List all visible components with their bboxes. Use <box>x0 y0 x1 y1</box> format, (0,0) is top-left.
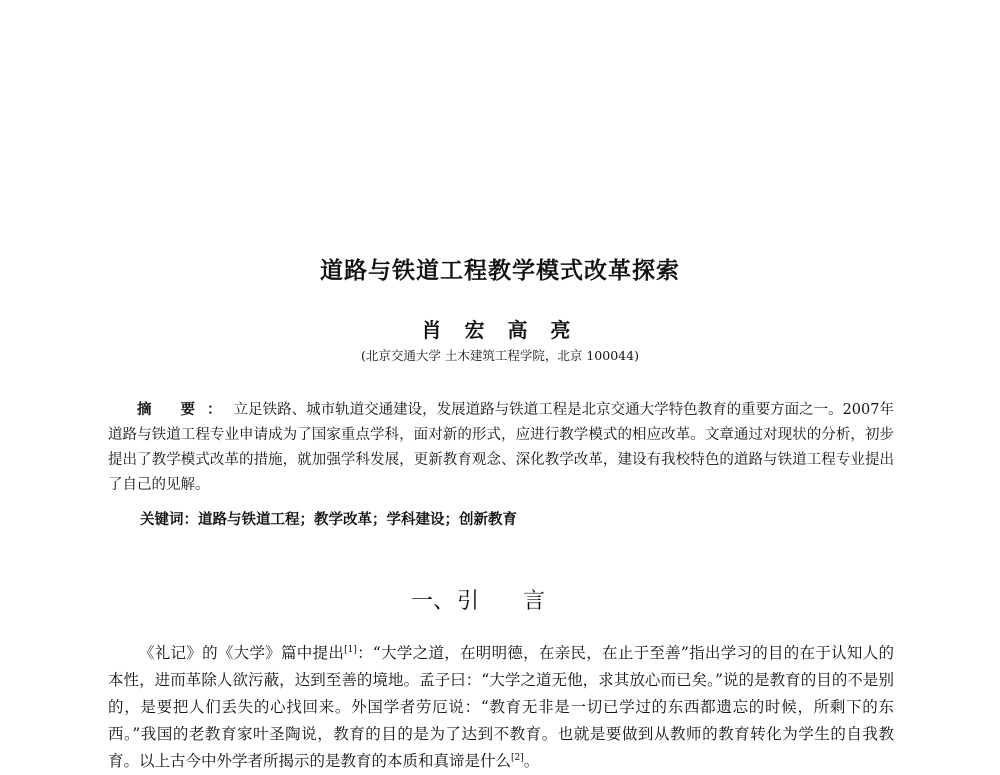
abstract-paragraph <box>108 398 894 498</box>
keywords-label: 关键词： <box>140 512 198 528</box>
section-heading-introduction <box>0 584 1000 615</box>
body-text-part-3: 。 <box>523 752 540 770</box>
paper-authors: 肖 宏 高 亮 <box>421 318 579 342</box>
body-paragraph <box>108 640 894 775</box>
body-text-part-1: 《礼记》的《大学》篇中提出 <box>139 644 345 662</box>
author-affiliation: (北京交通大学 土木建筑工程学院，北京 100044) <box>361 348 639 363</box>
citation-ref-2[interactable]: [2] <box>511 752 524 763</box>
body-text-part-2: ：“大学之道，在明明德，在亲民，在止于至善”指出学习的目的在于认知人的本性，进而革除人欲污蔽，达到至善的境地。孟子曰：“大学之道无他，求其放心而已矣。”说的是教育的目的不是别的，是要把人们丢失的心找回来。外国学者劳厄说：“教育无非是一切已学过的东西都遗忘的时候，所剩下的东西。”我国的老教育家叶圣陶说，教育的目的是为了达到不教育。也就是要做到从教师的教育转化为学生的自我教育。以上古今中外学者所揭示的是教育的本质和真谛是什么 <box>108 644 894 770</box>
abstract-label: 摘 要： <box>137 402 234 418</box>
citation-ref-1[interactable]: [1] <box>344 644 357 655</box>
keywords-line <box>140 508 900 529</box>
section-title: 引言 <box>457 589 590 614</box>
paper-title: 道路与铁道工程教学模式改革探索 <box>320 258 680 284</box>
section-number: 一、 <box>410 589 455 614</box>
keywords-text: 道路与铁道工程；教学改革；学科建设；创新教育 <box>198 512 517 528</box>
abstract-text: 立足铁路、城市轨道交通建设，发展道路与铁道工程是北京交通大学特色教育的重要方面之一。2007年道路与铁道工程专业申请成为了国家重点学科，面对新的形式，应进行教学模式的相应改革。文章通过对现状的分析，初步提出了教学模式改革的措施，就加强学科发展，更新教育观念、深化教学改革，建设有我校特色的道路与铁道工程专业提出了自己的见解。 <box>108 402 894 493</box>
